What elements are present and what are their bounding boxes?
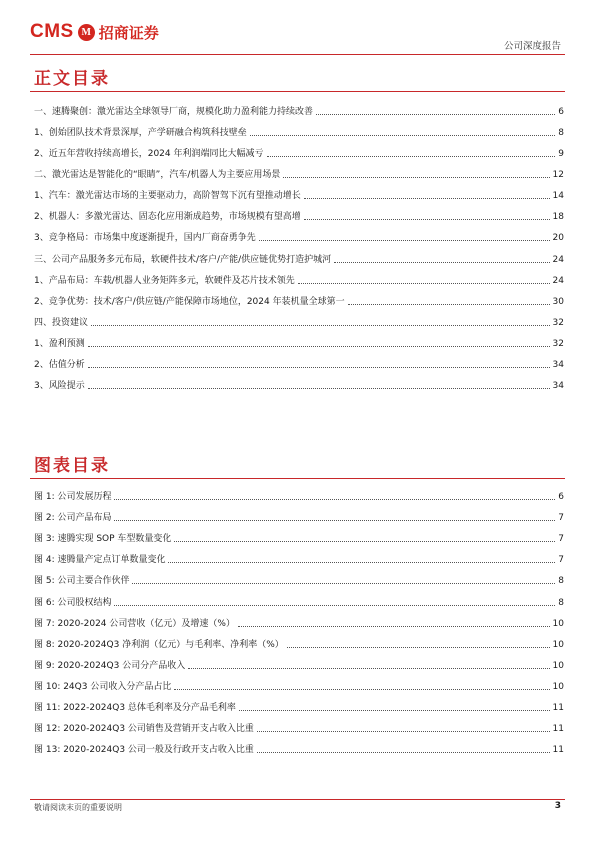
toc-dot-leader	[257, 752, 550, 753]
toc-entry-text: 图 11: 2022-2024Q3 总体毛利率及分产品毛利率	[34, 703, 236, 714]
toc-dot-leader	[174, 541, 555, 542]
toc-dot-leader	[114, 605, 555, 606]
toc-dot-leader	[316, 114, 555, 115]
logo-cms-text: CMS	[30, 21, 74, 42]
toc-dot-leader	[188, 668, 549, 669]
toc-page-number: 7	[558, 513, 564, 524]
figure-toc-entry[interactable]	[34, 565, 564, 586]
toc-dot-leader	[298, 283, 550, 284]
figure-toc-entry[interactable]	[34, 481, 564, 502]
toc-dot-leader	[287, 647, 550, 648]
toc-dot-leader	[88, 346, 550, 347]
toc-page-number: 6	[558, 107, 564, 118]
main-toc-entry[interactable]	[34, 201, 564, 222]
toc-entry-text: 图 4: 速腾量产定点订单数量变化	[34, 555, 166, 566]
toc-entry-text: 2、机器人：多激光雷达、固态化应用渐成趋势，市场规模有望高增	[34, 212, 301, 223]
logo-badge-icon: M	[78, 24, 95, 41]
toc-entry-text: 1、汽车：激光雷达市场的主要驱动力，高阶智驾下沉有望推动增长	[34, 191, 301, 202]
toc-entry-text: 三、公司产品服务多元布局，软硬件技术/客户/产能/供应链优势打造护城河	[34, 254, 332, 265]
toc-dot-leader	[239, 710, 550, 711]
toc-entry-text: 图 2: 公司产品布局	[34, 513, 112, 524]
figure-toc-entry[interactable]	[34, 692, 564, 713]
toc-entry-text: 图 9: 2020-2024Q3 公司分产品收入	[34, 660, 186, 671]
toc-entry-text: 3、竞争格局：市场集中度逐渐提升，国内厂商奋勇争先	[34, 233, 256, 244]
figure-toc-divider	[30, 478, 565, 479]
toc-page-number: 18	[552, 212, 564, 223]
toc-page-number: 32	[552, 338, 564, 349]
toc-page-number: 9	[558, 149, 564, 160]
toc-page-number: 11	[552, 724, 564, 735]
toc-entry-text: 1、盈利预测	[34, 338, 85, 349]
toc-dot-leader	[88, 388, 550, 389]
toc-entry-text: 1、创始团队技术背景深厚，产学研融合构筑科技壁垒	[34, 128, 247, 139]
toc-page-number: 20	[552, 233, 564, 244]
figure-toc-entry[interactable]	[34, 734, 564, 755]
figure-toc-entry[interactable]	[34, 650, 564, 671]
figure-toc-title: 图表目录	[34, 456, 110, 476]
toc-dot-leader	[257, 731, 550, 732]
toc-page-number: 7	[558, 555, 564, 566]
logo-company-name: 招商证券	[98, 23, 159, 42]
toc-dot-leader	[114, 499, 555, 500]
toc-entry-text: 图 7: 2020-2024 公司营收（亿元）及增速（%）	[34, 618, 235, 629]
figure-toc-entry[interactable]	[34, 671, 564, 692]
toc-dot-leader	[91, 325, 550, 326]
toc-page-number: 7	[558, 534, 564, 545]
toc-dot-leader	[132, 583, 555, 584]
toc-dot-leader	[267, 156, 556, 157]
toc-page-number: 14	[552, 191, 564, 202]
toc-entry-text: 图 10: 24Q3 公司收入分产品占比	[34, 681, 172, 692]
main-toc-entry[interactable]	[34, 138, 564, 159]
main-toc-entry[interactable]	[34, 222, 564, 243]
toc-entry-text: 图 6: 公司股权结构	[34, 597, 112, 608]
toc-page-number: 24	[552, 275, 564, 286]
toc-page-number: 11	[552, 745, 564, 756]
main-toc-divider	[30, 91, 565, 92]
toc-dot-leader	[238, 626, 550, 627]
toc-entry-text: 图 13: 2020-2024Q3 公司一般及行政开支占收入比重	[34, 745, 254, 756]
toc-page-number: 11	[552, 703, 564, 714]
figure-toc-entry[interactable]	[34, 608, 564, 629]
toc-dot-leader	[114, 520, 555, 521]
toc-entry-text: 图 5: 公司主要合作伙伴	[34, 576, 130, 587]
figure-toc-entry[interactable]	[34, 523, 564, 544]
toc-entry-text: 2、估值分析	[34, 359, 85, 370]
figure-toc-entry[interactable]	[34, 544, 564, 565]
toc-page-number: 32	[552, 317, 564, 328]
toc-dot-leader	[304, 198, 550, 199]
main-toc-entry[interactable]	[34, 349, 564, 370]
figure-toc-list	[34, 481, 564, 755]
footer-divider	[30, 799, 565, 800]
header-divider	[30, 54, 565, 55]
main-toc-entry[interactable]	[34, 307, 564, 328]
toc-entry-text: 2、竞争优势：技术/客户/供应链/产能保障市场地位，2024 年装机量全球第一	[34, 296, 345, 307]
toc-entry-text: 二、激光雷达是智能化的“眼睛”，汽车/机器人为主要应用场景	[34, 170, 281, 181]
company-logo	[30, 22, 159, 42]
main-toc-entry[interactable]	[34, 243, 564, 264]
main-toc-entry[interactable]	[34, 370, 564, 391]
toc-entry-text: 图 12: 2020-2024Q3 公司销售及营销开支占收入比重	[34, 724, 254, 735]
toc-page-number: 34	[552, 359, 564, 370]
toc-entry-text: 1、产品布局：车载/机器人业务矩阵多元，软硬件及芯片技术领先	[34, 275, 295, 286]
toc-entry-text: 2、近五年营收持续高增长，2024 年利润端同比大幅减亏	[34, 149, 264, 160]
toc-page-number: 8	[558, 576, 564, 587]
figure-toc-entry[interactable]	[34, 502, 564, 523]
toc-dot-leader	[88, 367, 550, 368]
toc-page-number: 30	[552, 296, 564, 307]
toc-page-number: 8	[558, 128, 564, 139]
main-toc-entry[interactable]	[34, 159, 564, 180]
main-toc-entry[interactable]	[34, 265, 564, 286]
toc-page-number: 8	[558, 597, 564, 608]
main-toc-entry[interactable]	[34, 117, 564, 138]
figure-toc-entry[interactable]	[34, 629, 564, 650]
toc-page-number: 6	[558, 492, 564, 503]
figure-toc-entry[interactable]	[34, 713, 564, 734]
toc-page-number: 12	[552, 170, 564, 181]
toc-page-number: 10	[552, 618, 564, 629]
toc-page-number: 34	[552, 380, 564, 391]
toc-entry-text: 图 3: 速腾实现 SOP 车型数量变化	[34, 534, 172, 545]
footer-disclaimer: 敬请阅读末页的重要说明	[34, 803, 122, 812]
toc-page-number: 10	[552, 660, 564, 671]
toc-dot-leader	[283, 177, 549, 178]
main-toc-list	[34, 96, 564, 391]
toc-dot-leader	[334, 262, 549, 263]
main-toc-entry[interactable]	[34, 328, 564, 349]
toc-page-number: 10	[552, 639, 564, 650]
page-number: 3	[554, 801, 561, 811]
toc-dot-leader	[174, 689, 549, 690]
main-toc-title: 正文目录	[34, 69, 110, 89]
main-toc-entry[interactable]	[34, 96, 564, 117]
toc-page-number: 24	[552, 254, 564, 265]
toc-dot-leader	[259, 240, 550, 241]
toc-entry-text: 图 1: 公司发展历程	[34, 492, 112, 503]
main-toc-entry[interactable]	[34, 286, 564, 307]
toc-entry-text: 四、投资建议	[34, 317, 89, 328]
toc-dot-leader	[348, 304, 550, 305]
toc-page-number: 10	[552, 681, 564, 692]
toc-dot-leader	[304, 219, 550, 220]
report-type-label: 公司深度报告	[503, 41, 561, 52]
figure-toc-entry[interactable]	[34, 586, 564, 607]
toc-dot-leader	[250, 135, 556, 136]
main-toc-entry[interactable]	[34, 180, 564, 201]
toc-entry-text: 3、风险提示	[34, 380, 85, 391]
toc-entry-text: 一、速腾聚创：激光雷达全球领导厂商，规模化助力盈利能力持续改善	[34, 107, 314, 118]
toc-dot-leader	[168, 562, 555, 563]
toc-entry-text: 图 8: 2020-2024Q3 净利润（亿元）与毛利率、净利率（%）	[34, 639, 284, 650]
